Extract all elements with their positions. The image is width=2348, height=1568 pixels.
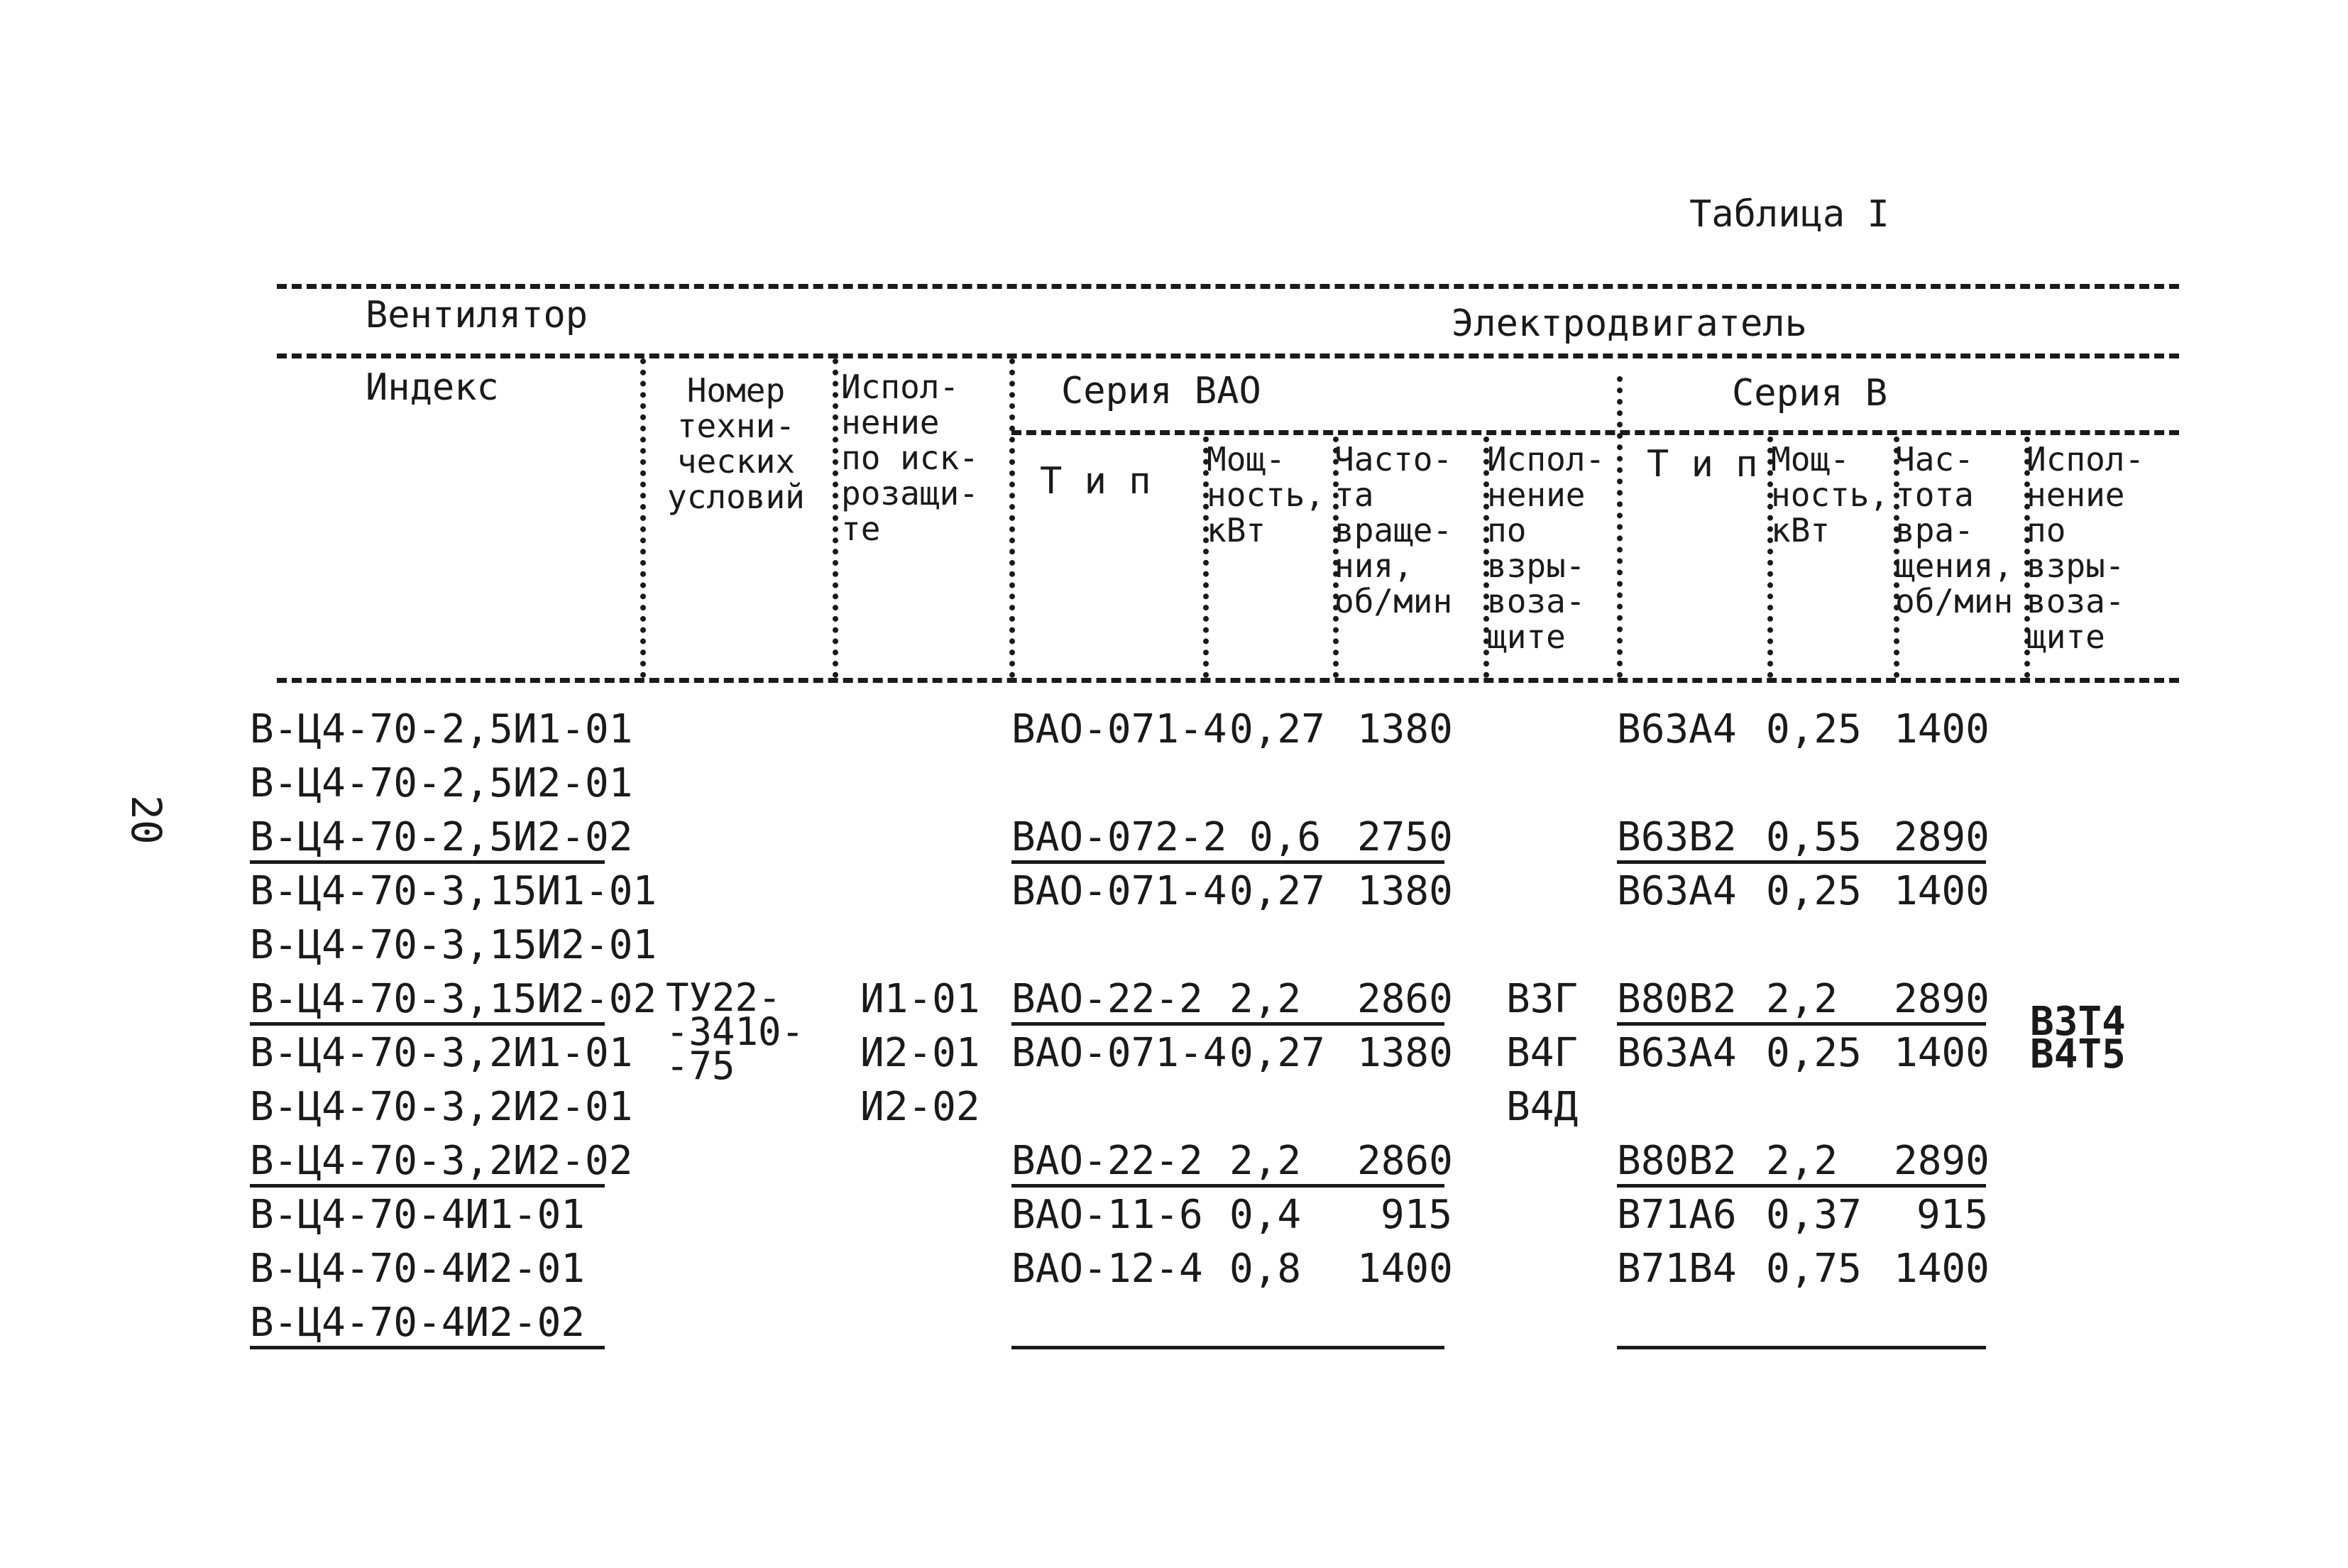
cell-b-freq: 2890 xyxy=(1894,1138,1990,1184)
cell-index: В-Ц4-70-3,15И2-02 xyxy=(250,976,657,1022)
header-bottom-rule xyxy=(277,678,2179,683)
col-sep-6 xyxy=(1483,437,1489,678)
cell-b-exec: В4Т5 xyxy=(2030,1031,2126,1078)
header-b-type: Т и п xyxy=(1647,443,1758,486)
header-series-b: Серия В xyxy=(1732,372,1888,415)
cell-vao-type: ВАО-12-4 xyxy=(1011,1246,1203,1292)
cell-index: В-Ц4-70-3,2И1-01 xyxy=(250,1030,633,1076)
cell-vao-freq: 2750 xyxy=(1357,814,1453,860)
cell-b-power: 2,2 xyxy=(1766,1138,1838,1184)
cell-vao-type: ВАО-071-4 xyxy=(1011,1030,1227,1076)
col-sep-7 xyxy=(1617,376,1623,678)
cell-vao-type: ВАО-22-2 xyxy=(1011,976,1203,1022)
group-underline xyxy=(1617,860,1986,864)
cell-b-type: В63В2 xyxy=(1617,814,1737,860)
cell-b-exec: В3Т4 xyxy=(2030,999,2126,1045)
cell-index: В-Ц4-70-2,5И2-01 xyxy=(250,760,633,806)
header-index: Индекс xyxy=(366,366,499,409)
header-fan: Вентилятор xyxy=(366,294,588,336)
col-sep-1 xyxy=(640,358,646,678)
cell-vao-power: 0,4 xyxy=(1229,1192,1302,1238)
cell-index: В-Ц4-70-3,15И2-01 xyxy=(250,922,657,968)
col-sep-10 xyxy=(2024,437,2030,678)
col-sep-5 xyxy=(1333,437,1339,678)
cell-index: В-Ц4-70-4И1-01 xyxy=(250,1192,586,1238)
cell-vao-power: 0,6 xyxy=(1249,814,1322,860)
group-underline xyxy=(1617,1184,1986,1188)
cell-b-freq: 1400 xyxy=(1894,1030,1990,1076)
cell-vao-power: 2,2 xyxy=(1229,976,1302,1022)
cell-b-freq: 2890 xyxy=(1894,976,1990,1022)
header-explosion-protection: Испол- нение по иск- розащи- те xyxy=(841,368,979,548)
cell-vao-power: 0,27 xyxy=(1229,868,1325,914)
cell-vao-freq: 1380 xyxy=(1357,868,1453,914)
cell-b-power: 0,25 xyxy=(1766,706,1862,752)
cell-index: В-Ц4-70-3,15И1-01 xyxy=(250,868,657,914)
cell-tech-conditions: ТУ22- -3410- -75 xyxy=(666,975,805,1088)
cell-index: В-Ц4-70-4И2-02 xyxy=(250,1300,586,1346)
cell-b-freq: 1400 xyxy=(1894,706,1990,752)
cell-spark-exec: И1-01 xyxy=(860,976,980,1022)
col-sep-9 xyxy=(1894,437,1899,678)
header-b-exec: Испол- нение по взры- воза- щите xyxy=(2026,440,2145,656)
cell-b-type: В80В2 xyxy=(1617,976,1737,1022)
cell-vao-type: ВАО-22-2 xyxy=(1011,1138,1203,1184)
group-underline xyxy=(1617,1022,1986,1026)
cell-b-type: В63А4 xyxy=(1617,1030,1737,1076)
table-caption: Таблица I xyxy=(1689,193,1889,236)
cell-b-power: 0,75 xyxy=(1766,1246,1862,1292)
group-underline xyxy=(1617,1346,1986,1349)
col-sep-8 xyxy=(1767,437,1773,678)
page-number: 20 xyxy=(122,795,170,845)
col-sep-3 xyxy=(1009,358,1015,678)
group-underline xyxy=(250,1022,605,1026)
group-underline xyxy=(1011,1184,1444,1188)
cell-b-type: В71А6 xyxy=(1617,1192,1737,1238)
header-rule-3 xyxy=(1011,430,2179,435)
header-b-power: Мощ- ность, кВт xyxy=(1771,440,1889,549)
cell-b-freq: 915 xyxy=(1916,1192,1989,1238)
cell-vao-power: 0,27 xyxy=(1229,1030,1325,1076)
cell-index: В-Ц4-70-2,5И1-01 xyxy=(250,706,633,752)
cell-b-power: 0,25 xyxy=(1766,868,1862,914)
cell-index: В-Ц4-70-4И2-01 xyxy=(250,1246,586,1292)
cell-spark-exec: И2-02 xyxy=(860,1084,980,1130)
cell-vao-freq: 1400 xyxy=(1357,1246,1453,1292)
cell-index: В-Ц4-70-2,5И2-02 xyxy=(250,814,633,860)
cell-b-power: 2,2 xyxy=(1766,976,1838,1022)
cell-b-type: В71В4 xyxy=(1617,1246,1737,1292)
cell-vao-exec: В3Г xyxy=(1506,976,1579,1022)
group-underline xyxy=(250,860,605,864)
header-series-vao: Серия ВАО xyxy=(1061,370,1261,412)
cell-b-power: 0,55 xyxy=(1766,814,1862,860)
cell-vao-power: 0,27 xyxy=(1229,706,1325,752)
header-rule-2 xyxy=(277,353,2179,358)
group-underline xyxy=(1011,1022,1444,1026)
header-vao-exec: Испол- нение по взры- воза- щите xyxy=(1487,440,1606,656)
cell-vao-power: 2,2 xyxy=(1229,1138,1302,1184)
col-sep-2 xyxy=(833,358,838,678)
header-motor: Электродвигатель xyxy=(1452,302,1807,345)
header-vao-freq: Часто- та враще- ния, об/мин xyxy=(1334,440,1453,620)
group-underline xyxy=(1011,860,1444,864)
cell-b-freq: 2890 xyxy=(1894,814,1990,860)
cell-spark-exec: И2-01 xyxy=(860,1030,980,1076)
cell-vao-power: 0,8 xyxy=(1229,1246,1302,1292)
group-underline xyxy=(250,1346,605,1349)
header-vao-power: Мощ- ность, кВт xyxy=(1207,440,1325,549)
cell-vao-freq: 2860 xyxy=(1357,976,1453,1022)
cell-vao-exec: В4Г xyxy=(1506,1030,1579,1076)
cell-vao-freq: 1380 xyxy=(1357,706,1453,752)
cell-vao-freq: 1380 xyxy=(1357,1030,1453,1076)
group-underline xyxy=(250,1184,605,1188)
cell-vao-type: ВАО-071-4 xyxy=(1011,868,1227,914)
header-b-freq: Час- тота вра- щения, об/мин xyxy=(1895,440,2014,620)
cell-b-freq: 1400 xyxy=(1894,1246,1990,1292)
cell-vao-freq: 915 xyxy=(1381,1192,1453,1238)
cell-b-power: 0,37 xyxy=(1766,1192,1862,1238)
cell-vao-exec: В4Д xyxy=(1506,1084,1579,1130)
cell-vao-type: ВАО-11-6 xyxy=(1011,1192,1203,1238)
cell-vao-type: ВАО-072-2 xyxy=(1011,814,1227,860)
table-top-rule xyxy=(277,284,2179,289)
cell-b-type: В63А4 xyxy=(1617,868,1737,914)
col-sep-4 xyxy=(1203,437,1209,678)
cell-b-freq: 1400 xyxy=(1894,868,1990,914)
header-vao-type: Т и п xyxy=(1040,460,1151,503)
cell-b-type: В80В2 xyxy=(1617,1138,1737,1184)
cell-index: В-Ц4-70-3,2И2-01 xyxy=(250,1084,633,1130)
cell-index: В-Ц4-70-3,2И2-02 xyxy=(250,1138,633,1184)
group-underline xyxy=(1011,1346,1444,1349)
cell-vao-freq: 2860 xyxy=(1357,1138,1453,1184)
cell-b-power: 0,25 xyxy=(1766,1030,1862,1076)
cell-b-type: В63А4 xyxy=(1617,706,1737,752)
cell-vao-type: ВАО-071-4 xyxy=(1011,706,1227,752)
header-tech-conditions: Номер техни- ческих условий xyxy=(667,371,805,516)
